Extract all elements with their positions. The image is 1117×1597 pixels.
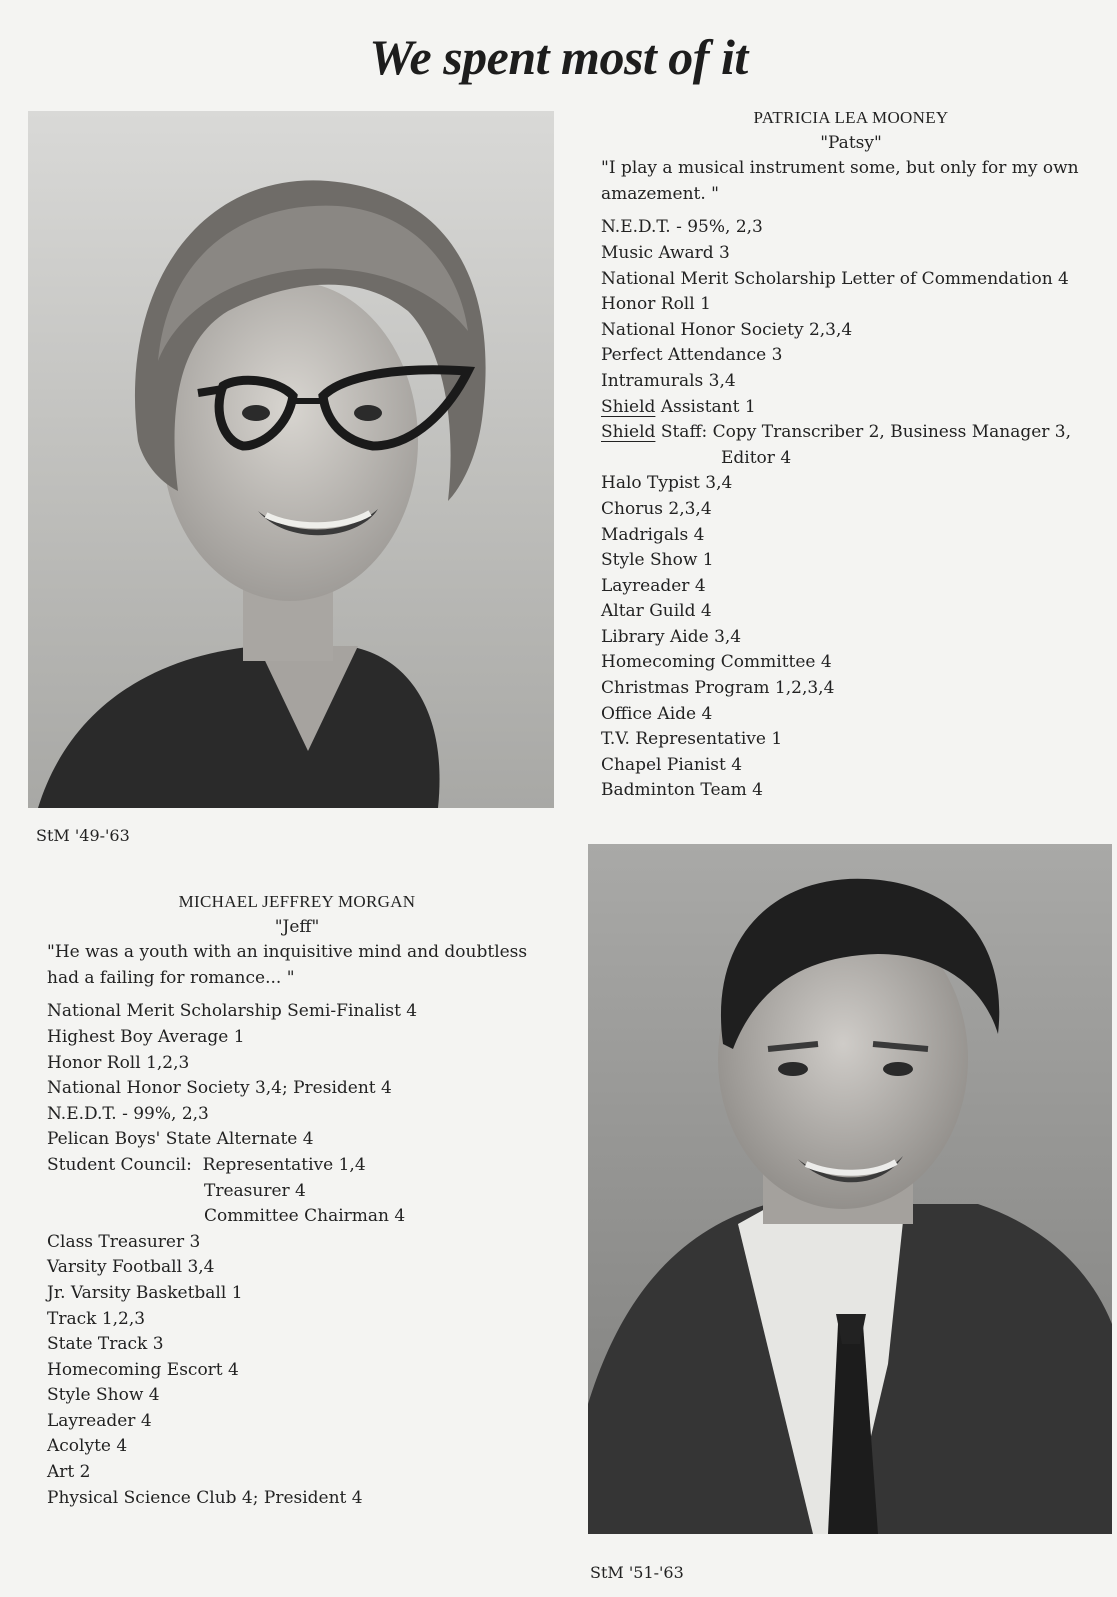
activity-item: Intramurals 3,4 [601,370,736,391]
activity-item: Jr. Varsity Basketball 1 [47,1282,243,1303]
activity-list [601,471,1101,804]
student-quote: "He was a youth with an inquisitive mind and doubtless [47,942,528,963]
activity-item: Chorus 2,3,4 [601,498,712,519]
activity-item: Acolyte 4 [47,1436,128,1457]
council-role: Representative 1,4 [202,1154,366,1175]
activity-list [47,1230,547,1512]
activity-list [601,215,1101,394]
activity-item: Badminton Team 4 [601,780,763,801]
activity-item: Music Award 3 [601,242,730,263]
activity-item: Homecoming Escort 4 [47,1359,239,1380]
council-label: Student Council: [47,1154,192,1175]
portrait-photo-patricia [28,111,554,808]
bio-patricia [601,105,1101,804]
bio-michael [47,889,547,1511]
activity-item: Class Treasurer 3 [47,1231,201,1252]
activity-item [47,1153,547,1179]
activity-item: Style Show 4 [47,1385,160,1406]
activity-item: N.E.D.T. - 95%, 2,3 [601,217,763,238]
page-title: We spent most of it [369,29,748,85]
photo-caption: StM '49-'63 [36,826,130,845]
activity-text: Staff: Copy Transcriber 2, Business Manager 3, [655,422,1072,443]
activity-item: Layreader 4 [601,575,706,596]
shield-word: Shield [601,396,656,417]
council-role: Treasurer 4 [204,1180,306,1201]
activity-item [601,420,1101,446]
activity-item: Editor 4 [721,447,792,468]
activity-item: N.E.D.T. - 99%, 2,3 [47,1103,209,1124]
activity-item: National Merit Scholarship Semi-Finalist 4 [47,1001,418,1022]
activity-item: Perfect Attendance 3 [601,345,783,366]
student-name: MICHAEL JEFFREY MORGAN [178,892,416,911]
activity-item: National Honor Society 3,4; President 4 [47,1078,392,1099]
activity-item: Chapel Pianist 4 [601,754,743,775]
activity-item: Physical Science Club 4; President 4 [47,1487,363,1508]
student-nickname: "Jeff" [274,916,320,937]
activity-item: Library Aide 3,4 [601,626,742,647]
activity-item: Madrigals 4 [601,524,705,545]
activity-item: T.V. Representative 1 [601,729,783,750]
student-quote: "I play a musical instrument some, but only for my own amazement. " [601,158,1079,204]
student-nickname: "Patsy" [820,132,882,153]
activity-item: National Merit Scholarship Letter of Commendation 4 [601,268,1069,289]
activity-item: Style Show 1 [601,550,714,571]
portrait-photo-michael [588,844,1112,1534]
activity-item: Layreader 4 [47,1410,152,1431]
activity-item: National Honor Society 2,3,4 [601,319,853,340]
student-name: PATRICIA LEA MOONEY [753,108,949,127]
activity-list [47,999,547,1153]
activity-item: Honor Roll 1 [601,294,711,315]
activity-item: Pelican Boys' State Alternate 4 [47,1129,314,1150]
activity-item: Honor Roll 1,2,3 [47,1052,190,1073]
activity-item: State Track 3 [47,1334,164,1355]
council-role: Committee Chairman 4 [204,1206,406,1227]
shield-word: Shield [601,422,656,443]
activity-text: Assistant 1 [655,396,756,417]
activity-item: Art 2 [47,1462,91,1483]
student-quote: had a failing for romance... " [47,967,295,988]
photo-caption: StM '51-'63 [590,1563,684,1582]
activity-item: Office Aide 4 [601,703,713,724]
activity-item: Highest Boy Average 1 [47,1026,245,1047]
activity-item: Halo Typist 3,4 [601,473,733,494]
activity-item: Track 1,2,3 [47,1308,146,1329]
activity-item: Varsity Football 3,4 [47,1257,215,1278]
activity-item [601,395,1101,421]
activity-item: Homecoming Committee 4 [601,652,832,673]
activity-item: Altar Guild 4 [601,601,712,622]
activity-item: Christmas Program 1,2,3,4 [601,678,835,699]
